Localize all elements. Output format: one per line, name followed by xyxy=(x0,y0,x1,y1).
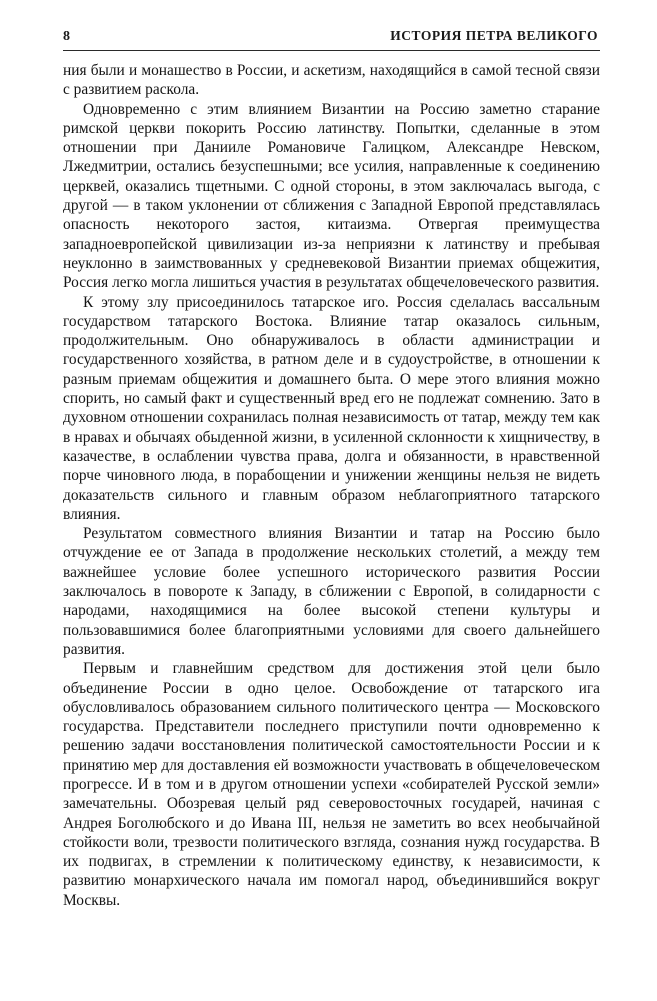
paragraph-continuation: ния были и монашество в России, и аскетизм, находящийся в самой тесной связи с развитием раскола. xyxy=(63,62,600,99)
paragraph: К этому злу присоединилось татарское иго. Россия сделалась вассальным государством татарского Востока. Влияние татар оказалось сильным, продолжительным. Оно обнаруживалось в области администрации и государственного хозяйства, в ратном деле и в судоустройстве, в отношении к разным приемам общежития и домашнего быта. О мере этого влияния можно спорить, но самый факт и существенный вред его не подлежат сомнению. Зато в духовном отношении сохранилась полная независимость от татар, между тем как в нравах и обычаях обыденной жизни, в усиленной склонности к хищничеству, в казачестве, в ослаблении чувства права, долга и обязанности, в нравственной порче чиновного люда, в порабощении и унижении женщины нельзя не видеть доказательств сильного и главным образом неблагоприятного татарского влияния. xyxy=(63,293,600,523)
paragraph: Результатом совместного влияния Византии и татар на Россию было отчуждение ее от Запада в продолжение нескольких столетий, а между тем важнейшее условие более успешного исторического развития России заключалось в повороте к Западу, в сближении с Европой, в солидарности с народами, находящимися на более высокой степени культуры и пользовавшимися более благоприятными условиями для своего дальнейшего развития. xyxy=(63,525,600,658)
paragraph: Первым и главнейшим средством для достижения этой цели было объединение России в одно целое. Освобождение от татарского ига обусловливалось образованием сильного политического центра — Московского государства. Представители последнего приступили почти одновременно к решению задачи восстановления политической самостоятельности России и к принятию мер для доставления ей возможности участвовать в общечеловеческом прогрессе. И в том и в другом отношении успехи «собирателей Русской земли» замечательны. Обозревая целый ряд северовосточных государей, начиная с Андрея Боголюбского и до Ивана III, нельзя не заметить во всех необычайной стойкости воли, трезвости политического взгляда, сознания нужд государства. В их подвигах, в стремлении к политическому единству, к независимости, к развитию монархического начала им помогал народ, объединившийся вокруг Москвы. xyxy=(63,660,600,909)
page-header xyxy=(63,28,600,45)
running-title: ИСТОРИЯ ПЕТРА ВЕЛИКОГО xyxy=(390,28,598,43)
paragraph: Одновременно с этим влиянием Византии на Россию заметно старание римской церкви покорить Россию латинству. Попытки, сделанные в этом отношении при Данииле Романовиче Галицком, Александре Невском, Лжедмитрии, остались безуспешными; все усилия, направленные к соединению церквей, оказались тщетными. С одной стороны, в этом заключалась выгода, с другой — в таком уклонении от сближения с Западной Европой представлялась опасность некоторого застоя, китаизма. Отвергая преимущества западноевропейской цивилизации из-за неприязни к латинству и пребывая неуклонно в заимствованных у средневековой Византии приемах общежития, Россия легко могла лишиться участия в результатах общечеловеческого развития. xyxy=(63,100,600,292)
page-number: 8 xyxy=(63,29,71,44)
header-rule xyxy=(63,50,600,51)
page-body xyxy=(63,61,600,910)
